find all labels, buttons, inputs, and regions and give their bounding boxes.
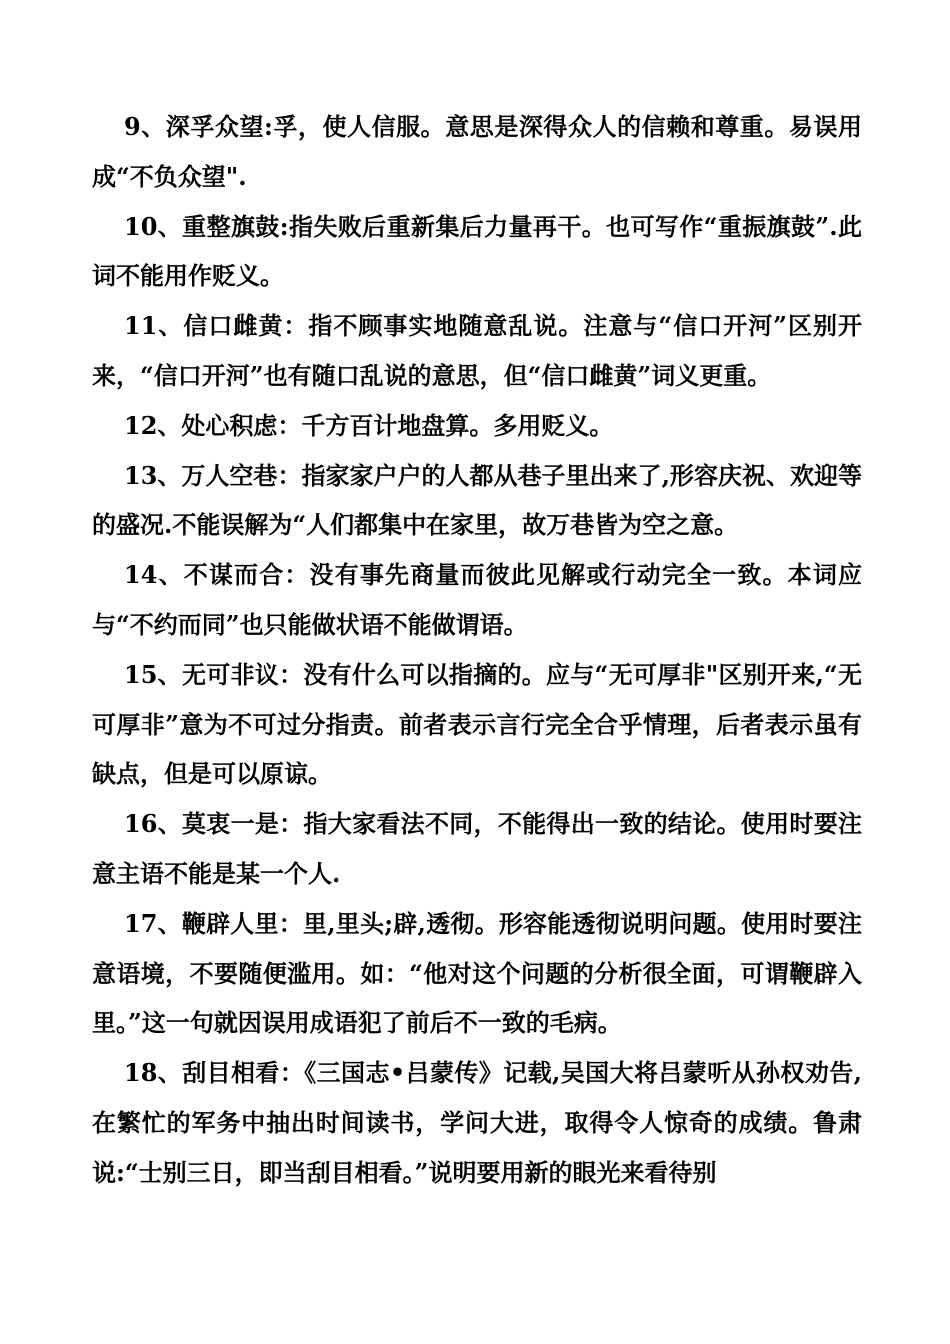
entry-9: 9、深孚众望:孚，使人信服。意思是深得众人的信赖和尊重。易误用成“不负众望". [92, 112, 862, 191]
entry-14: 14、不谋而合：没有事先商量而彼此见解或行动完全一致。本词应与“不约而同”也只能做状语不能做谓语。 [92, 560, 862, 639]
entry-16: 16、莫衷一是：指大家看法不同，不能得出一致的结论。使用时要注意主语不能是某一个人. [92, 809, 862, 888]
entry-12: 12、处心积虑：千方百计地盘算。多用贬义。 [124, 410, 614, 440]
entry-11: 11、信口雌黄：指不顾事实地随意乱说。注意与“信口开河”区别开来，“信口开河”也有随口乱说的意思，但“信口雌黄”词义更重。 [92, 311, 862, 390]
document-body [92, 102, 862, 1198]
entry-15: 15、无可非议：没有什么可以指摘的。应与“无可厚非"区别开来,“无可厚非”意为不可过分指责。前者表示言行完全合乎情理，后者表示虽有缺点，但是可以原谅。 [92, 659, 862, 789]
entry-17: 17、鞭辟人里：里,里头;辟,透彻。形容能透彻说明问题。使用时要注意语境，不要随便滥用。如：“他对这个问题的分析很全面，可谓鞭辟入里。”这一句就因误用成语犯了前后不一致的毛病。 [92, 908, 862, 1038]
entry-10: 10、重整旗鼓:指失败后重新集后力量再干。也可写作“重振旗鼓”.此词不能用作贬义。 [92, 211, 862, 291]
entry-18: 18、刮目相看：《三国志•吕蒙传》记载,吴国大将吕蒙听从孙权劝告,在繁忙的军务中抽出时间读书，学问大进，取得令人惊奇的成绩。鲁肃说:“士别三日，即当刮目相看。”说明要用新的眼光来看待别 [92, 1058, 862, 1187]
entry-13: 13、万人空巷：指家家户户的人都从巷子里出来了,形容庆祝、欢迎等的盛况.不能误解为“人们都集中在家里，故万巷皆为空之意。 [92, 460, 862, 540]
